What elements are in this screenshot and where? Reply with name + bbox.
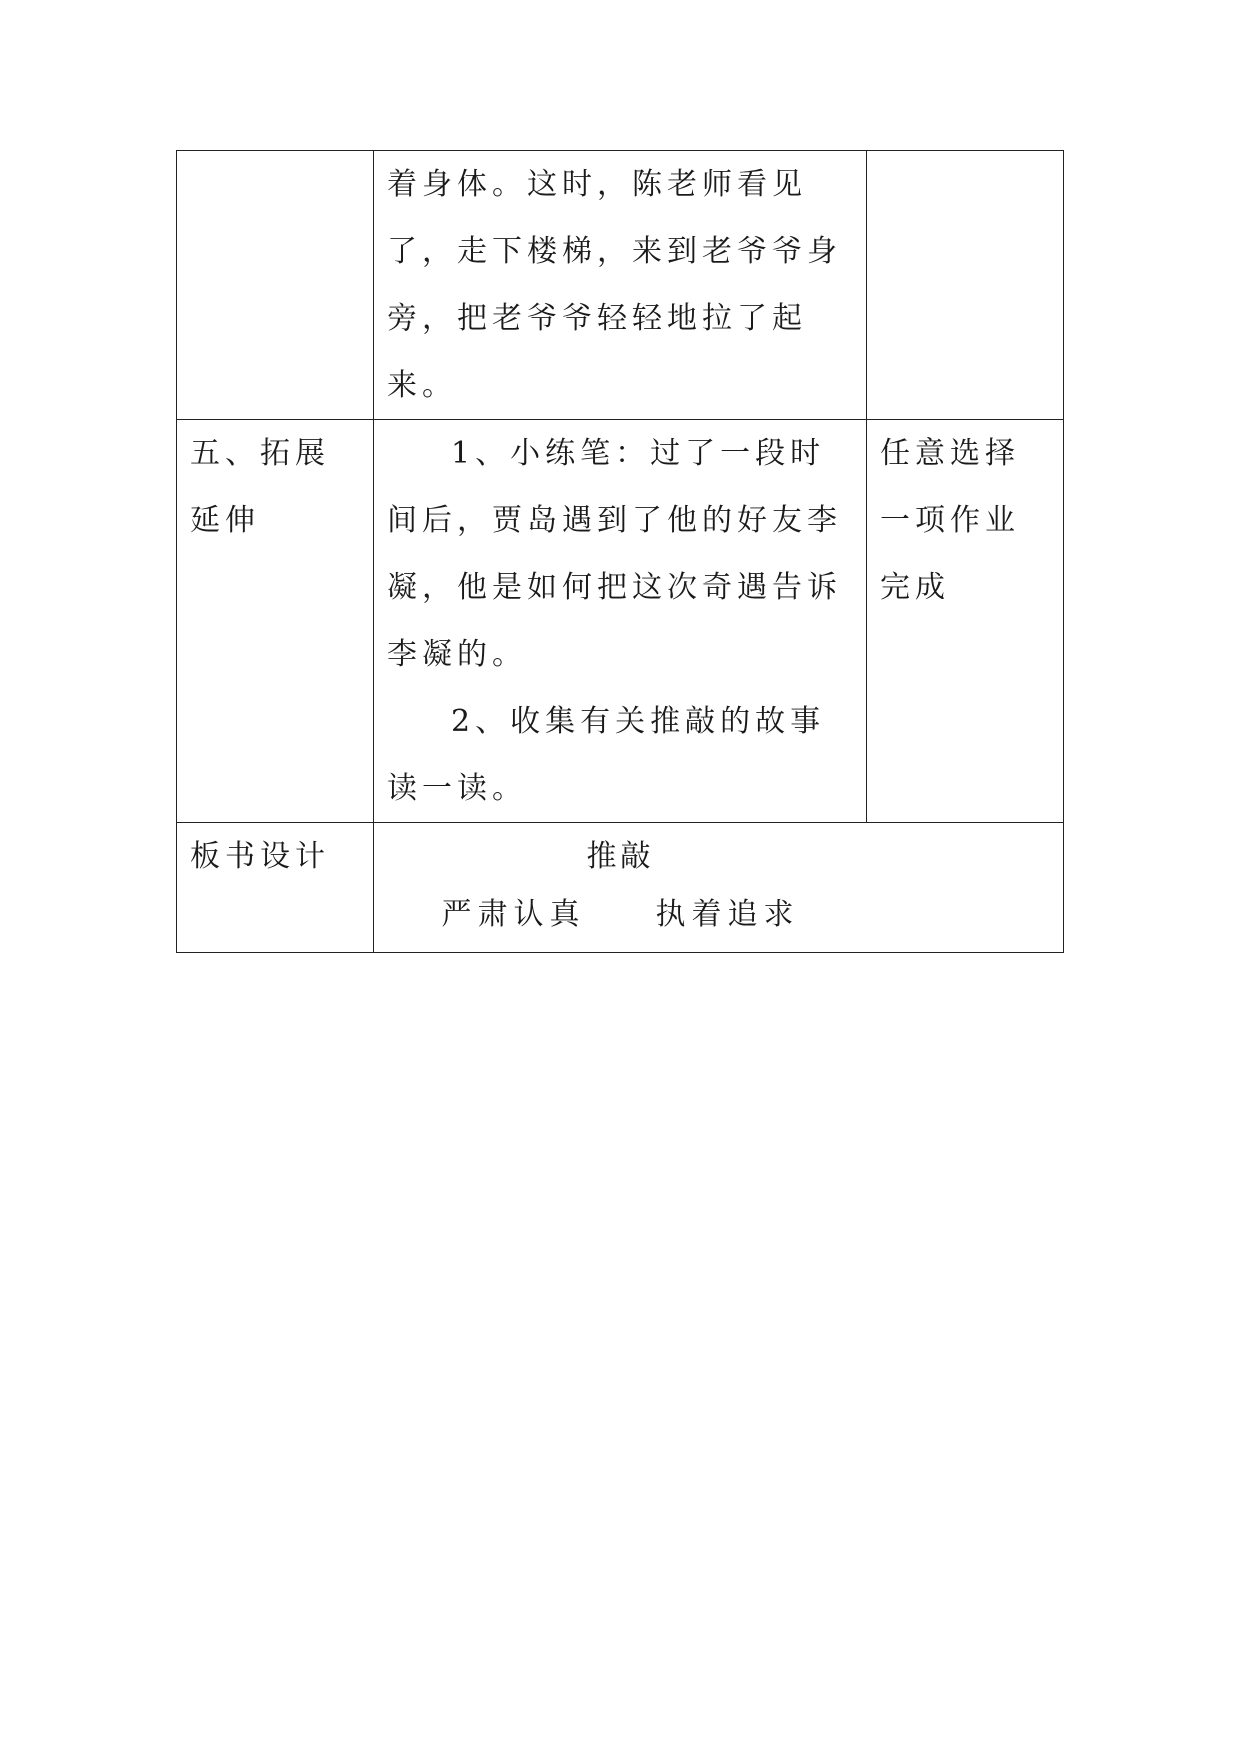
- stage-cell: [177, 823, 374, 953]
- board-title: 推敲: [586, 839, 655, 874]
- stage-cell: [177, 151, 374, 420]
- board-design-cell: [374, 823, 1064, 953]
- table-row: [177, 420, 1064, 823]
- stage-cell: [177, 420, 374, 823]
- content-paragraph: 1、小练笔：过了一段时间后，贾岛遇到了他的好友李凝，他是如何把这次奇遇告诉李凝的。: [387, 436, 842, 672]
- note-cell: [867, 151, 1064, 420]
- stage-label: 板书设计: [190, 839, 330, 874]
- lesson-plan-table: [176, 150, 1064, 953]
- board-keywords: [374, 885, 867, 945]
- note-text: 任意选择一项作业完成: [880, 436, 1020, 605]
- table-row: [177, 151, 1064, 420]
- content-cell: [374, 151, 867, 420]
- content-cell: [374, 420, 867, 823]
- note-cell: [867, 420, 1064, 823]
- table-row: [177, 823, 1064, 953]
- content-paragraph: 着身体。这时，陈老师看见了，走下楼梯，来到老爷爷身旁，把老爷爷轻轻地拉了起来。: [387, 167, 842, 403]
- board-keyword-left: 严肃认真: [441, 897, 586, 932]
- content-paragraph: 2、收集有关推敲的故事读一读。: [387, 704, 826, 806]
- stage-label: 五、拓展延伸: [190, 436, 330, 538]
- board-keyword-right: 执着追求: [655, 897, 800, 932]
